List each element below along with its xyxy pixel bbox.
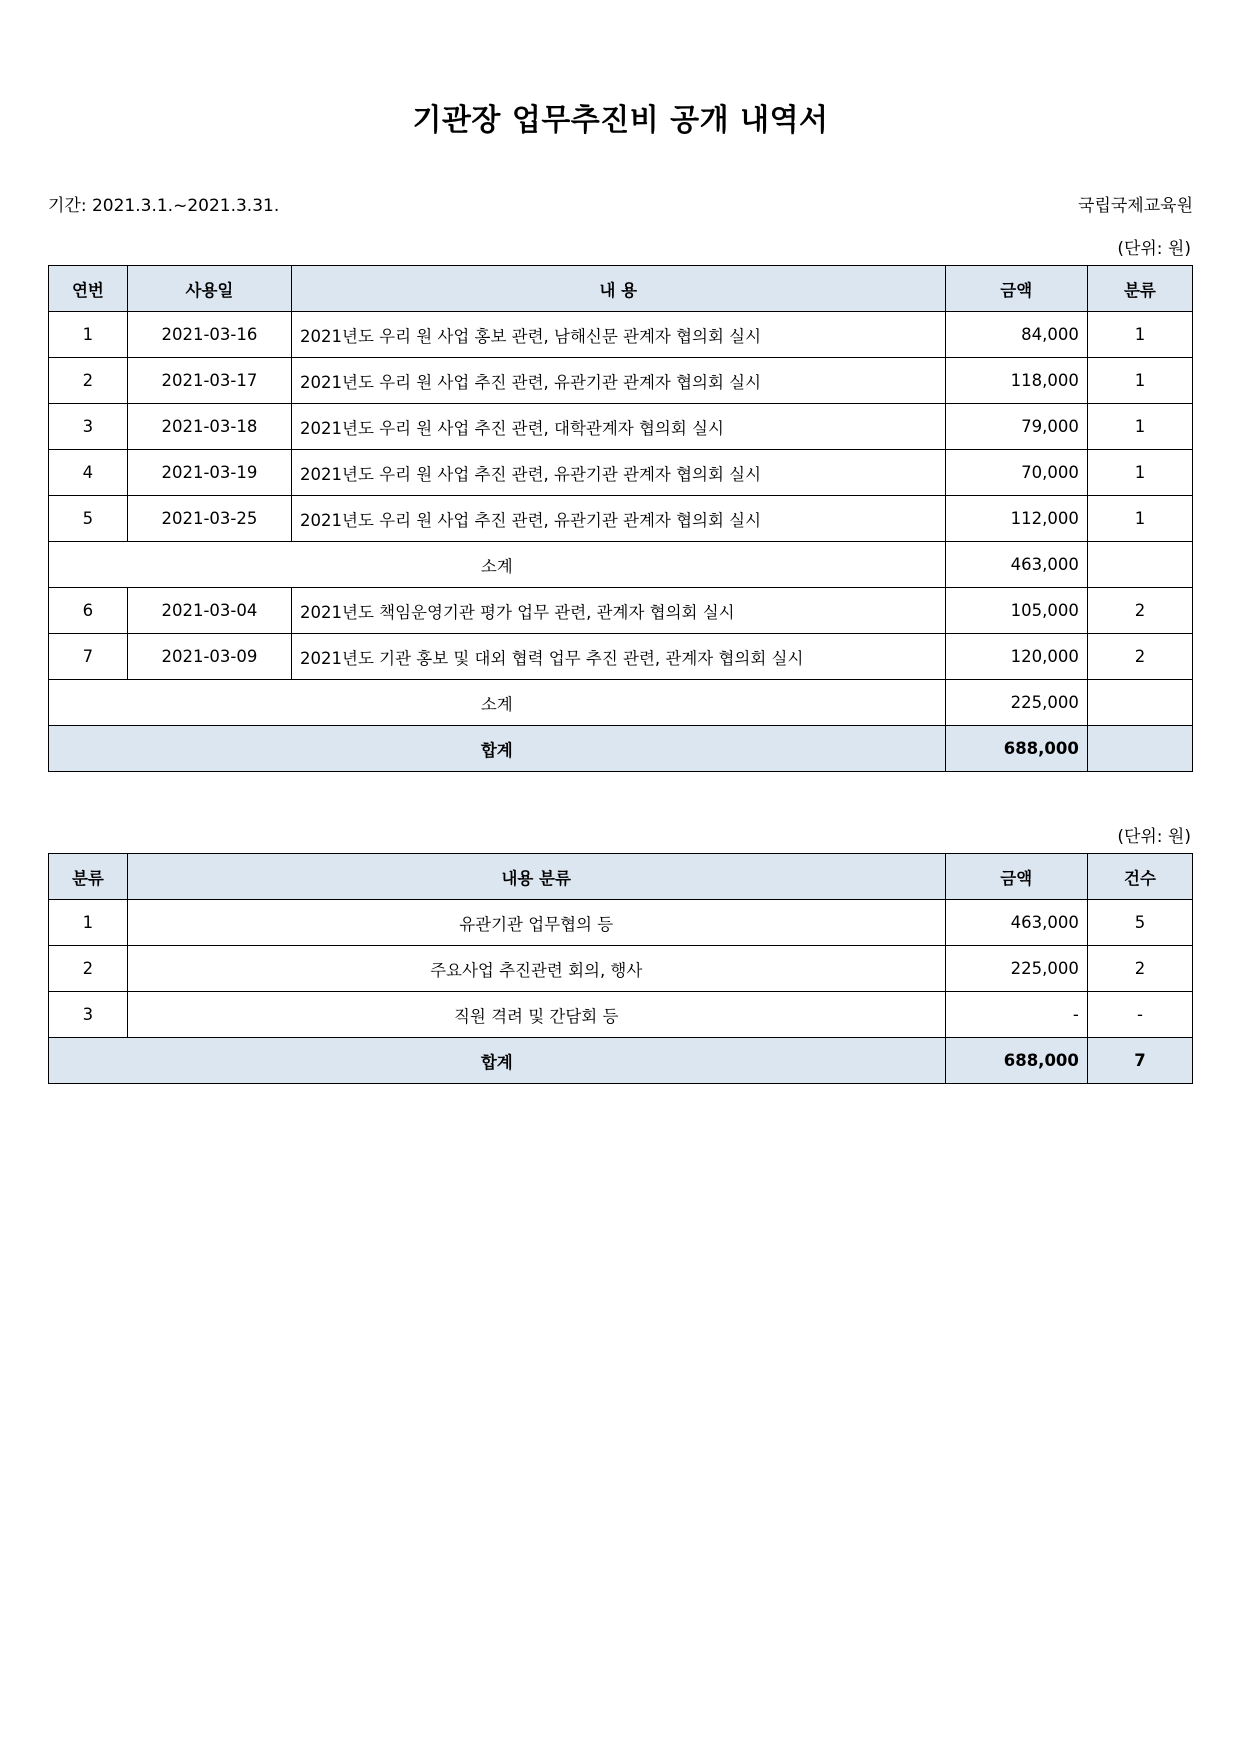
- cell-amount: -: [945, 992, 1087, 1038]
- expense-detail-table: [48, 265, 1193, 772]
- cell-amount: 112,000: [945, 496, 1087, 542]
- cell-content: 2021년도 우리 원 사업 추진 관련, 유관기관 관계자 협의회 실시: [292, 358, 946, 404]
- cell-amount: 120,000: [945, 634, 1087, 680]
- cell-amount: 70,000: [945, 450, 1087, 496]
- category-summary-table: [48, 853, 1193, 1084]
- cell-content: 2021년도 우리 원 사업 추진 관련, 대학관계자 협의회 실시: [292, 404, 946, 450]
- cell-content: 2021년도 책임운영기관 평가 업무 관련, 관계자 협의회 실시: [292, 588, 946, 634]
- cell-count: 2: [1087, 946, 1192, 992]
- table-row: [49, 992, 1193, 1038]
- cell-date: 2021-03-18: [127, 404, 291, 450]
- cell-category: 2: [1087, 634, 1192, 680]
- table-row: [49, 450, 1193, 496]
- cell-date: 2021-03-19: [127, 450, 291, 496]
- cell-date: 2021-03-04: [127, 588, 291, 634]
- organization-name: 국립국제교육원: [1078, 196, 1193, 216]
- cell-category-no: 2: [49, 946, 128, 992]
- cell-no: 2: [49, 358, 128, 404]
- unit-note-main: (단위: 원): [1117, 239, 1191, 259]
- table-row: [49, 946, 1193, 992]
- cell-category-name: 직원 격려 및 간담회 등: [127, 992, 945, 1038]
- cell-content: 2021년도 우리 원 사업 추진 관련, 유관기관 관계자 협의회 실시: [292, 450, 946, 496]
- table-row: [49, 588, 1193, 634]
- summary-total-count: 7: [1087, 1038, 1192, 1084]
- cell-category: 1: [1087, 312, 1192, 358]
- cell-category: 1: [1087, 358, 1192, 404]
- cell-category-no: 1: [49, 900, 128, 946]
- cell-no: 4: [49, 450, 128, 496]
- column-header-category-name: 내용 분류: [127, 854, 945, 900]
- cell-category-name: 유관기관 업무협의 등: [127, 900, 945, 946]
- summary-header-row: [49, 854, 1193, 900]
- table-spacer: [48, 772, 1193, 822]
- column-header-category: 분류: [1087, 266, 1192, 312]
- cell-content: 2021년도 우리 원 사업 홍보 관련, 남해신문 관계자 협의회 실시: [292, 312, 946, 358]
- cell-no: 3: [49, 404, 128, 450]
- cell-category: 1: [1087, 450, 1192, 496]
- column-header-summary-amount: 금액: [945, 854, 1087, 900]
- cell-amount: 463,000: [945, 900, 1087, 946]
- cell-category-name: 주요사업 추진관련 회의, 행사: [127, 946, 945, 992]
- table-header-row: [49, 266, 1193, 312]
- total-category: [1087, 726, 1192, 772]
- table-row: [49, 312, 1193, 358]
- cell-date: 2021-03-25: [127, 496, 291, 542]
- total-row: [49, 726, 1193, 772]
- cell-category-no: 3: [49, 992, 128, 1038]
- subtotal-category: [1087, 542, 1192, 588]
- cell-date: 2021-03-17: [127, 358, 291, 404]
- cell-content: 2021년도 우리 원 사업 추진 관련, 유관기관 관계자 협의회 실시: [292, 496, 946, 542]
- subtotal-row: [49, 542, 1193, 588]
- cell-no: 7: [49, 634, 128, 680]
- cell-category: 2: [1087, 588, 1192, 634]
- cell-no: 6: [49, 588, 128, 634]
- unit-note-summary: (단위: 원): [1117, 827, 1191, 847]
- column-header-no: 연번: [49, 266, 128, 312]
- subtotal-row: [49, 680, 1193, 726]
- table-row: [49, 634, 1193, 680]
- cell-count: 5: [1087, 900, 1192, 946]
- cell-amount: 79,000: [945, 404, 1087, 450]
- total-amount: 688,000: [945, 726, 1087, 772]
- total-label: 합계: [49, 726, 946, 772]
- cell-content: 2021년도 기관 홍보 및 대외 협력 업무 추진 관련, 관계자 협의회 실시: [292, 634, 946, 680]
- summary-total-row: [49, 1038, 1193, 1084]
- period-label: 기간: 2021.3.1.~2021.3.31.: [48, 196, 280, 216]
- page-title: 기관장 업무추진비 공개 내역서: [412, 103, 829, 138]
- cell-amount: 118,000: [945, 358, 1087, 404]
- cell-amount: 225,000: [945, 946, 1087, 992]
- cell-date: 2021-03-16: [127, 312, 291, 358]
- summary-total-amount: 688,000: [945, 1038, 1087, 1084]
- column-header-content: 내 용: [292, 266, 946, 312]
- subtotal-label: 소계: [49, 680, 946, 726]
- table-row: [49, 358, 1193, 404]
- table-row: [49, 900, 1193, 946]
- subtotal-category: [1087, 680, 1192, 726]
- cell-amount: 105,000: [945, 588, 1087, 634]
- cell-date: 2021-03-09: [127, 634, 291, 680]
- summary-total-label: 합계: [49, 1038, 946, 1084]
- cell-category: 1: [1087, 404, 1192, 450]
- subtotal-amount: 225,000: [945, 680, 1087, 726]
- cell-category: 1: [1087, 496, 1192, 542]
- column-header-category-no: 분류: [49, 854, 128, 900]
- column-header-count: 건수: [1087, 854, 1192, 900]
- column-header-date: 사용일: [127, 266, 291, 312]
- column-header-amount: 금액: [945, 266, 1087, 312]
- cell-count: -: [1087, 992, 1192, 1038]
- cell-no: 5: [49, 496, 128, 542]
- subtotal-amount: 463,000: [945, 542, 1087, 588]
- subtotal-label: 소계: [49, 542, 946, 588]
- table-row: [49, 404, 1193, 450]
- table-row: [49, 496, 1193, 542]
- cell-no: 1: [49, 312, 128, 358]
- document-meta: [48, 191, 1193, 216]
- cell-amount: 84,000: [945, 312, 1087, 358]
